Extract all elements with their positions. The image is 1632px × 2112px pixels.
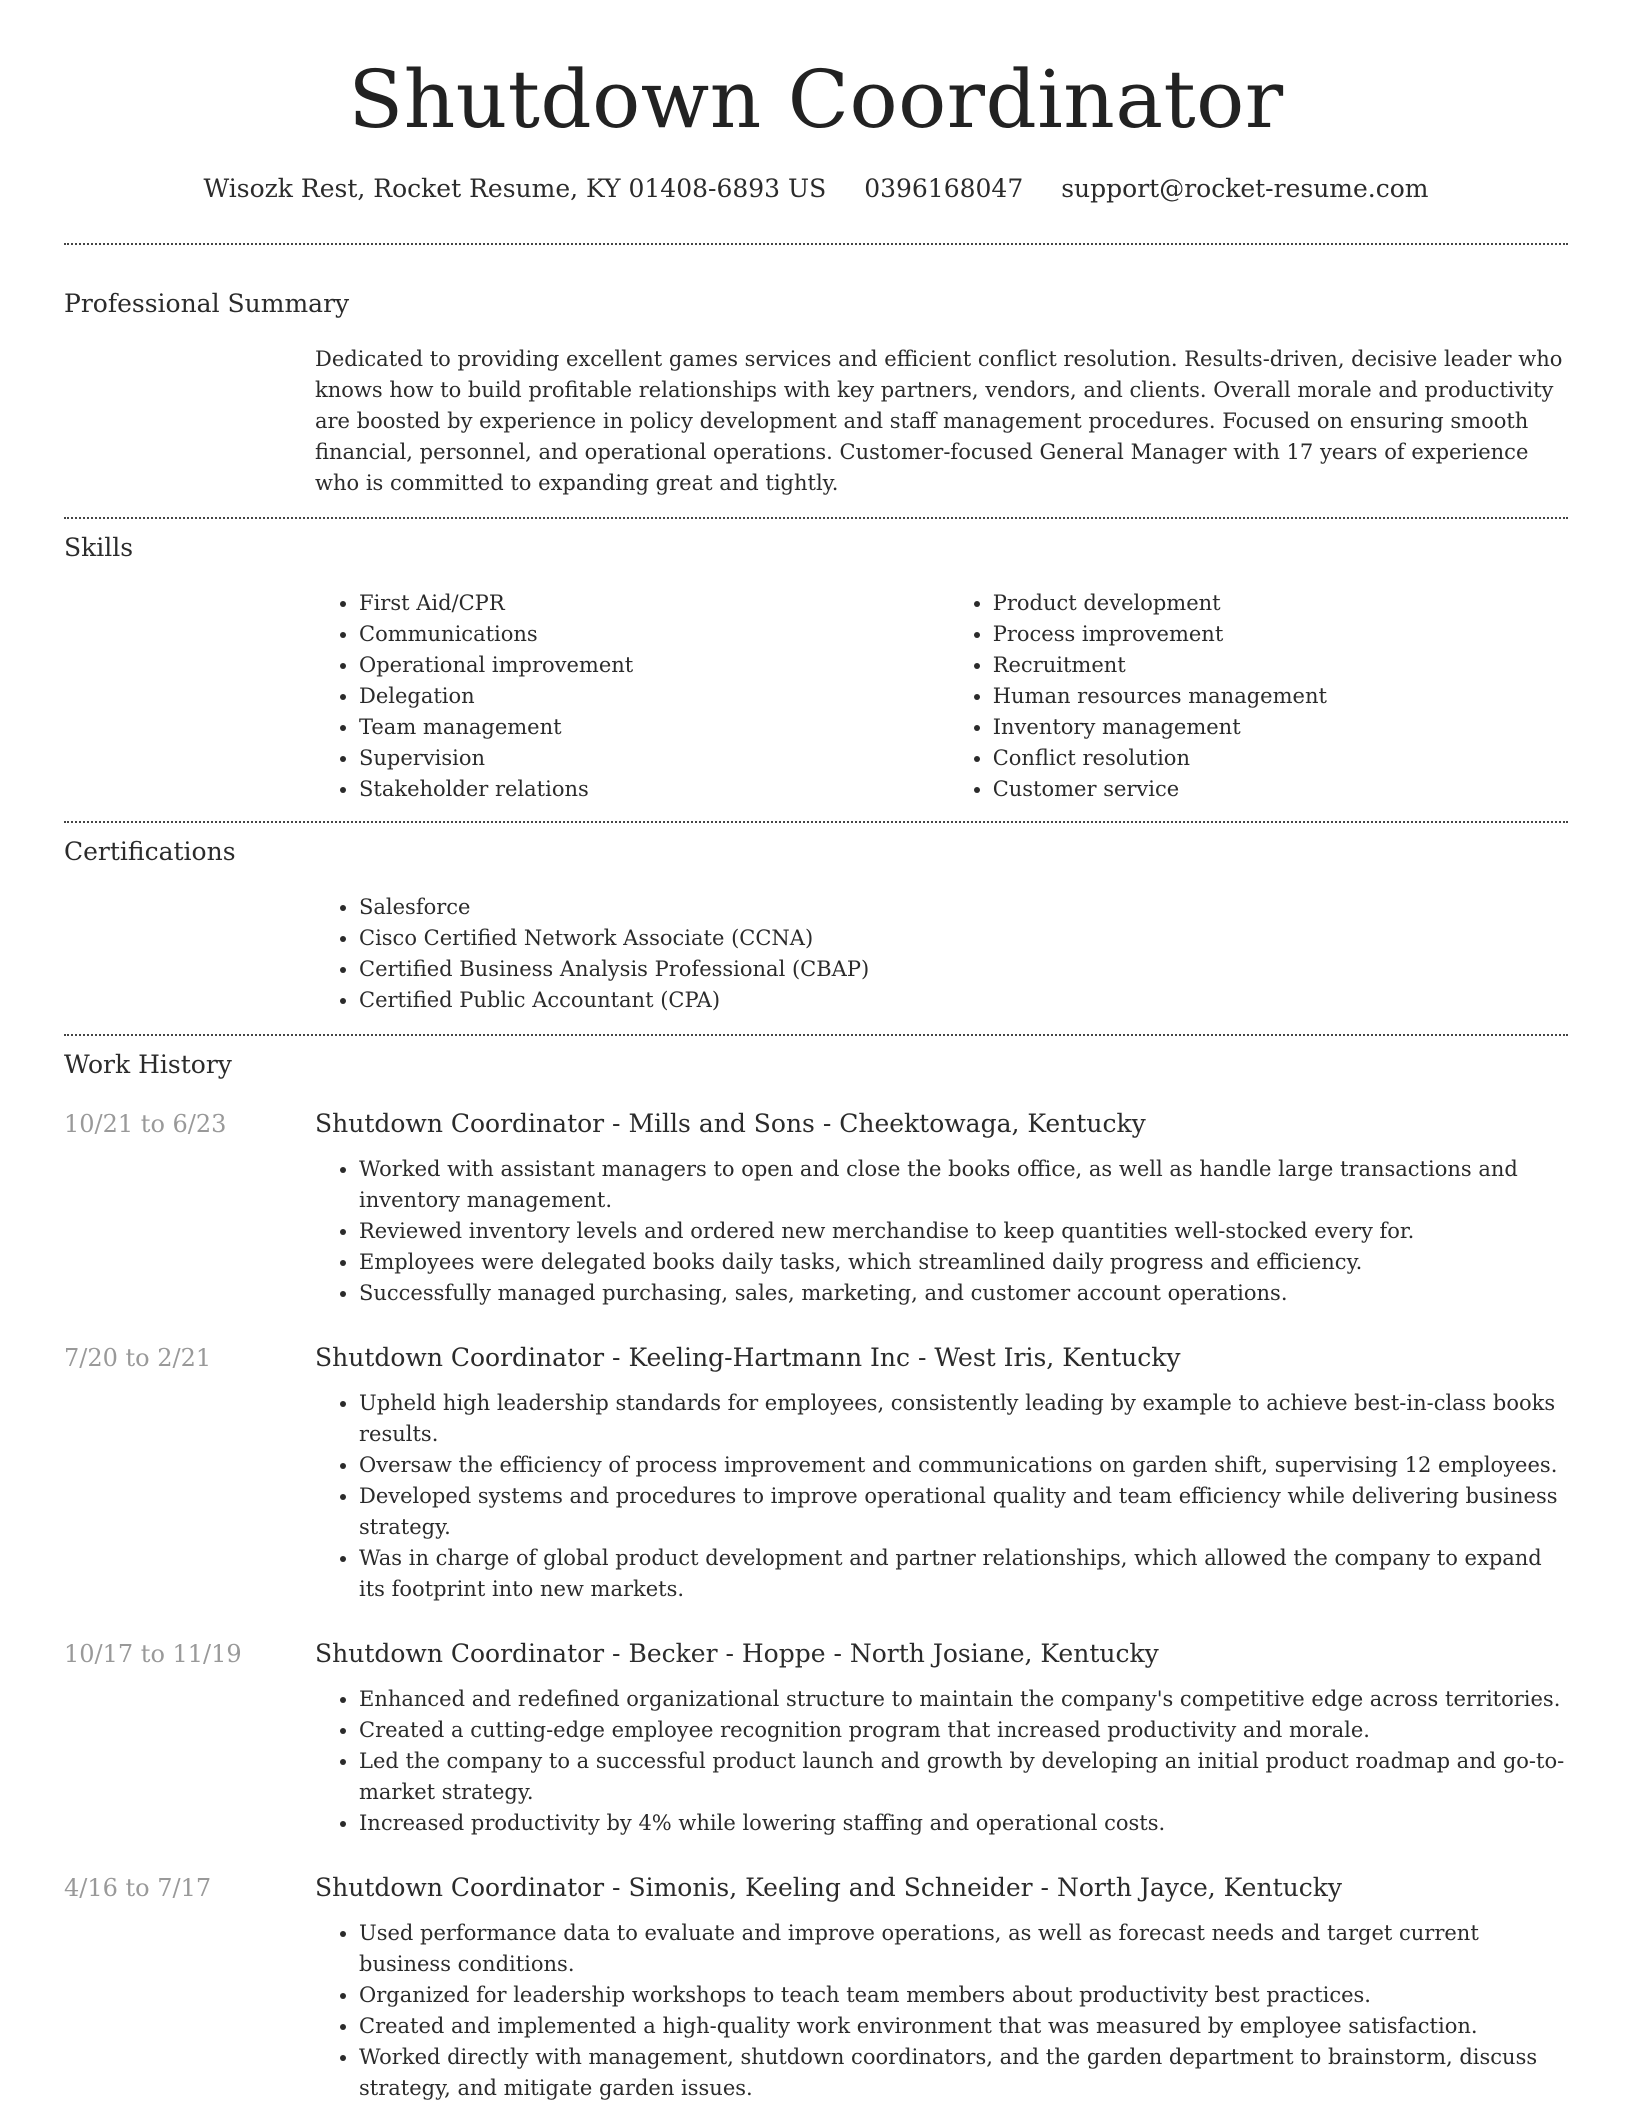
job-dates: 4/16 to 7/17: [64, 1874, 212, 1902]
job-dates: 10/17 to 11/19: [64, 1640, 242, 1668]
job-bullet: • Oversaw the efficiency of process improvement and communications on garden shift, supervising 12 employees.: [359, 1450, 1568, 1481]
skills-grid: [315, 588, 1568, 805]
job-dates: 7/20 to 2/21: [64, 1344, 212, 1372]
skill-item: • Communications: [359, 619, 949, 650]
certification-item: • Certified Business Analysis Professional (CBAP): [359, 954, 1568, 985]
job-title: Shutdown Coordinator - Simonis, Keeling and Schneider - North Jayce, Kentucky: [315, 1873, 1342, 1902]
contact-phone: 0396168047: [864, 174, 1024, 203]
summary-text: Dedicated to providing excellent games services and efficient conflict resolution. Results-driven, decisive leader who knows how to build profitable relationships with key partners, vendors, and clients. Overall morale and productivity are boosted by experience in policy development and staff management procedures. Focused on ensuring smooth financial, personnel, and operational operations. Customer-focused General Manager with 17 years of experience who is committed to expanding great and tightly.: [315, 347, 1563, 495]
skill-item: • Product development: [993, 588, 1568, 619]
job-bullets: [315, 1388, 1568, 1605]
certification-item: • Salesforce: [359, 892, 1568, 923]
job-entry: [64, 1343, 1568, 1605]
job-entry: [64, 1109, 1568, 1309]
section-title-certifications: Certifications: [64, 837, 236, 866]
job-entry: [64, 1873, 1568, 2104]
certifications-bullets: [315, 892, 1568, 1016]
contact-address: Wisozk Rest, Rocket Resume, KY 01408-6893 US: [203, 174, 827, 203]
job-bullet: • Was in charge of global product development and partner relationships, which allowed the company to expand its footprint into new markets.: [359, 1543, 1568, 1605]
job-bullet: • Developed systems and procedures to improve operational quality and team efficiency while delivering business strategy.: [359, 1481, 1568, 1543]
section-title-summary: Professional Summary: [64, 289, 350, 318]
job-bullet: • Increased productivity by 4% while lowering staffing and operational costs.: [359, 1808, 1568, 1839]
contact-line: [64, 174, 1568, 203]
job-bullet: • Created a cutting-edge employee recognition program that increased productivity and morale.: [359, 1715, 1568, 1746]
professional-summary-section: [64, 289, 1568, 499]
work-history-section: [64, 1050, 1568, 2104]
job-bullets: [315, 1154, 1568, 1309]
section-divider: [64, 517, 1568, 519]
job-header: [64, 1873, 1568, 1902]
section-divider: [64, 1034, 1568, 1036]
job-bullet: • Employees were delegated books daily tasks, which streamlined daily progress and efficiency.: [359, 1247, 1568, 1278]
skill-item: • Delegation: [359, 681, 949, 712]
job-title: Shutdown Coordinator - Becker - Hoppe - North Josiane, Kentucky: [315, 1639, 1159, 1668]
skill-item: • Team management: [359, 712, 949, 743]
job-title: Shutdown Coordinator - Mills and Sons - Cheektowaga, Kentucky: [315, 1109, 1146, 1138]
job-bullet: • Used performance data to evaluate and improve operations, as well as forecast needs and target current business conditions.: [359, 1918, 1568, 1980]
skill-item: • Stakeholder relations: [359, 774, 949, 805]
candidate-name: Shutdown Coordinator: [348, 53, 1284, 146]
job-bullet: • Worked with assistant managers to open and close the books office, as well as handle large transactions and inventory management.: [359, 1154, 1568, 1216]
job-header: [64, 1343, 1568, 1372]
job-bullet: • Reviewed inventory levels and ordered new merchandise to keep quantities well-stocked every for.: [359, 1216, 1568, 1247]
job-header: [64, 1639, 1568, 1668]
skill-item: • Recruitment: [993, 650, 1568, 681]
certification-item: • Cisco Certified Network Associate (CCNA): [359, 923, 1568, 954]
contact-email: support@rocket-resume.com: [1061, 174, 1429, 203]
section-divider: [64, 243, 1568, 245]
skill-item: • Inventory management: [993, 712, 1568, 743]
job-bullet: • Successfully managed purchasing, sales, marketing, and customer account operations.: [359, 1278, 1568, 1309]
skill-item: • Human resources management: [993, 681, 1568, 712]
skill-item: • Supervision: [359, 743, 949, 774]
skill-item: • First Aid/CPR: [359, 588, 949, 619]
job-entry: [64, 1639, 1568, 1839]
certifications-section: [64, 837, 1568, 1016]
section-title-skills: Skills: [64, 533, 134, 562]
job-bullet: • Enhanced and redefined organizational structure to maintain the company's competitive edge across territories.: [359, 1684, 1568, 1715]
section-title-work-history: Work History: [64, 1050, 232, 1079]
skill-item: • Operational improvement: [359, 650, 949, 681]
resume-page: [64, 0, 1568, 2104]
job-bullet: • Worked directly with management, shutdown coordinators, and the garden department to brainstorm, discuss strategy, and mitigate garden issues.: [359, 2042, 1568, 2104]
job-bullet: • Upheld high leadership standards for employees, consistently leading by example to achieve best-in-class books results.: [359, 1388, 1568, 1450]
skill-item: • Customer service: [993, 774, 1568, 805]
skills-list-right: [949, 588, 1568, 805]
job-bullet: • Led the company to a successful product launch and growth by developing an initial product roadmap and go-to-market strategy.: [359, 1746, 1568, 1808]
skills-section: [64, 533, 1568, 805]
certifications-list: [315, 892, 1568, 1016]
skill-item: • Conflict resolution: [993, 743, 1568, 774]
skills-list-left: [315, 588, 949, 805]
job-bullets: [315, 1684, 1568, 1839]
job-bullet: • Organized for leadership workshops to teach team members about productivity best practices.: [359, 1980, 1568, 2011]
job-bullet: • Created and implemented a high-quality work environment that was measured by employee satisfaction.: [359, 2011, 1568, 2042]
job-header: [64, 1109, 1568, 1138]
job-bullets: [315, 1918, 1568, 2104]
section-divider: [64, 821, 1568, 823]
job-dates: 10/21 to 6/23: [64, 1110, 227, 1138]
certification-item: • Certified Public Accountant (CPA): [359, 985, 1568, 1016]
skill-item: • Process improvement: [993, 619, 1568, 650]
job-title: Shutdown Coordinator - Keeling-Hartmann Inc - West Iris, Kentucky: [315, 1343, 1181, 1372]
